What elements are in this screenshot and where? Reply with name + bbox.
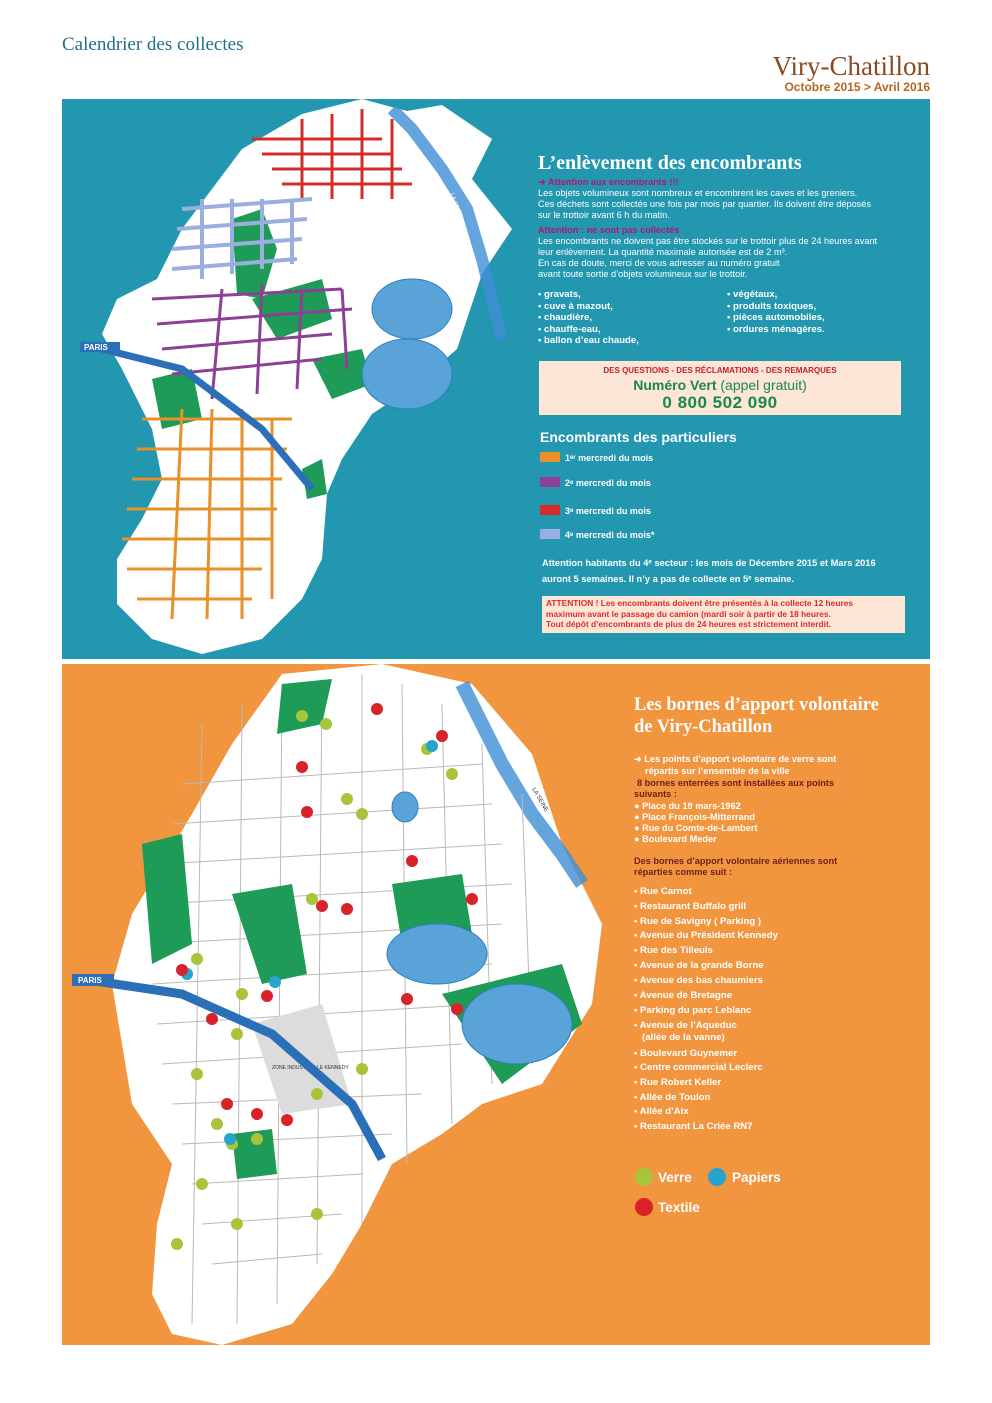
enterrees-heading: 8 bornes enterrées sont installées aux points (637, 778, 835, 788)
intro-line: Ces déchets sont collectés une fois par mois par quartier. Ils doivent être déposés (538, 199, 871, 209)
rules-line: En cas de doute, merci de vous adresser au numéro gratuit (538, 258, 780, 268)
papiers-legend-dot (708, 1168, 726, 1186)
enterrees-heading: suivants : (634, 789, 677, 799)
verre-legend-dot (635, 1168, 653, 1186)
excluded-item: • ballon d’eau chaude, (538, 335, 639, 346)
aerienne-item: • Allée de Toulon (634, 1092, 711, 1103)
bornes-panel (62, 664, 930, 1345)
rules-line: Les encombrants ne doivent pas être stockés sur le trottoir plus de 24 heures avant (538, 236, 878, 246)
lake (372, 279, 452, 339)
excluded-item: • pièces automobiles, (727, 312, 825, 323)
page-header-title: Calendrier des collectes (62, 34, 244, 55)
aerienne-item: • Avenue de Bretagne (634, 990, 733, 1001)
city-title: Viry-Chatillon (772, 51, 930, 81)
enterree-item: ● Place François-Mitterrand (634, 812, 755, 822)
aerienne-item: • Avenue des bas chaumiers (634, 975, 764, 986)
excluded-item: • végétaux, (727, 289, 778, 300)
warning-box (542, 596, 905, 633)
warning-text: ATTENTION ! Les encombrants doivent être présentés à la collecte 12 heures maximum avant le passage du camion (mardi soir à partir de 18 heures. Tout dépôt d’encombrants de plus de 24 heures est strictement interdit. (546, 598, 854, 629)
excluded-item: • ordures ménagères. (727, 323, 825, 335)
encombrants-title: L’enlèvement des encombrants (538, 152, 802, 174)
legend-swatch-4 (540, 529, 560, 539)
lake (362, 339, 452, 409)
excluded-list-left (538, 289, 639, 347)
enterree-item: ● Rue du Comte-de-Lambert (634, 823, 758, 833)
aeriennes-heading: Des bornes d’apport volontaire aériennes sont (634, 856, 838, 866)
intro-line: Les objets volumineux sont nombreux et encombrent les caves et les greniers. (538, 188, 858, 198)
rules-line: avant toute sortie d’objets volumineux sur le trottoir. (538, 269, 748, 279)
particuliers-title: Encombrants des particuliers (540, 429, 737, 445)
aerienne-item: • Restaurant Buffalo grill (634, 901, 747, 912)
legend-label-3: 3ᵉ mercredi du mois (565, 506, 651, 516)
legend-label-4: 4ᵉ mercredi du mois* (565, 530, 655, 540)
aerienne-item: • Avenue de l’Aqueduc (634, 1020, 737, 1031)
contact-header: DES QUESTIONS - DES RÉCLAMATIONS - DES REMARQUES (603, 366, 837, 375)
textile-legend-dot (635, 1198, 653, 1216)
aerienne-item: • Parking du parc Leblanc (634, 1005, 752, 1016)
bornes-title: Les bornes d’apport volontaire de Viry-Chatillon (634, 695, 879, 737)
aerienne-item: • Allée d’Aix (634, 1106, 689, 1117)
encombrants-panel (62, 99, 930, 659)
seine-label: LA SEINE (530, 787, 549, 814)
aerienne-item: • Rue Robert Keller (634, 1077, 722, 1088)
lake (392, 792, 418, 822)
aerienne-item: • Restaurant La Criée RN7 (634, 1121, 753, 1132)
intro-line: sur le trottoir avant 6 h du matin. (538, 210, 670, 220)
aerienne-item: (allée de la vanne) (642, 1032, 725, 1043)
aerienne-item: • Rue de Savigny ( Parking ) (634, 916, 762, 927)
excluded-item: • cuve à mazout, (538, 300, 613, 312)
excluded-item: • chaudière, (538, 312, 593, 323)
rules-line: leur enlèvement. La quantité maximale autorisée est de 2 m³. (538, 247, 788, 257)
contact-label: Numéro Vert (appel gratuit) (633, 377, 807, 393)
legend-swatch-2 (540, 477, 560, 487)
phone-number[interactable]: 0 800 502 090 (662, 393, 778, 412)
bornes-intro: ➜ Les points d’apport volontaire de verre sont (634, 754, 837, 764)
seine-label: LA SEINE (448, 192, 463, 220)
papiers-legend-label: Papiers (732, 1170, 781, 1185)
textile-legend-label: Textile (658, 1200, 700, 1215)
aerienne-item: • Rue des Tilleuls (634, 945, 713, 956)
lake (387, 924, 487, 984)
zone-label: ZONE INDUSTRIELLE KENNEDY (272, 1065, 349, 1071)
aerienne-item: • Avenue du Président Kennedy (634, 930, 778, 941)
aerienne-item: • Boulevard Guynemer (634, 1048, 738, 1059)
not-collected-heading: Attention : ne sont pas collectés (538, 225, 680, 235)
contact-box (539, 361, 901, 415)
bornes-intro: répartis sur l’ensemble de la ville (645, 766, 790, 776)
excluded-item: • produits toxiques, (727, 300, 817, 312)
aerienne-item: • Centre commercial Leclerc (634, 1062, 763, 1073)
paris-label: PARIS (78, 976, 102, 985)
sector-note: Attention habitants du 4ᵉ secteur : les mois de Décembre 2015 et Mars 2016 auront 5 semaines. Il n’y a pas de collecte en 5ᵉ semaine. (542, 558, 876, 584)
aeriennes-heading: réparties comme suit : (634, 867, 733, 877)
aerienne-item: • Rue Carnot (634, 886, 692, 897)
date-range: Octobre 2015 > Avril 2016 (784, 80, 930, 94)
verre-legend-label: Verre (658, 1170, 692, 1185)
legend-swatch-3 (540, 505, 560, 515)
enterree-item: ● Boulevard Meder (634, 834, 717, 844)
legend-label-2: 2ᵉ mercredi du mois (565, 478, 651, 488)
excluded-item: • chauffe-eau, (538, 323, 601, 335)
paris-label: PARIS (84, 343, 108, 352)
excluded-item: • gravats, (538, 289, 581, 300)
attention-heading: ➜ Attention aux encombrants !!! (538, 177, 679, 187)
legend-swatch-1 (540, 452, 560, 462)
bornes-map (62, 664, 930, 1345)
legend-label-1: 1ᵉʳ mercredi du mois (565, 453, 654, 463)
aerienne-item: • Avenue de la grande Borne (634, 960, 764, 971)
lake (462, 984, 572, 1064)
excluded-list-right (727, 289, 825, 335)
header-right (773, 52, 930, 94)
enterree-item: ● Place du 19 mars-1962 (634, 801, 741, 811)
